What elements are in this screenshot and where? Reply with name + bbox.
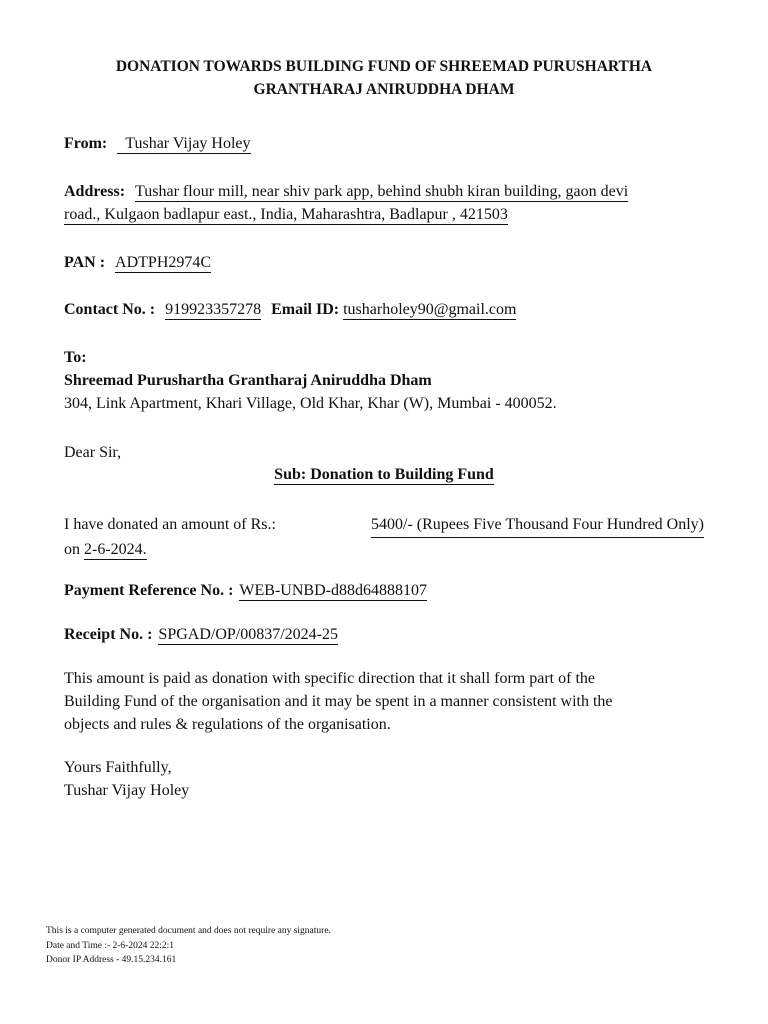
closing-section <box>64 756 704 802</box>
footer-ip-address: Donor IP Address - 49.15.234.161 <box>46 955 177 965</box>
from-section <box>64 132 704 155</box>
donation-date: 2-6-2024. <box>84 541 147 558</box>
donation-statement <box>64 513 704 561</box>
subject-text: Sub: Donation to Building Fund <box>274 466 494 483</box>
donation-prefix: I have donated an amount of Rs.: <box>64 516 276 533</box>
footer-datetime: Date and Time :- 2-6-2024 22:2:1 <box>46 940 174 951</box>
document-title <box>64 55 704 101</box>
to-section <box>64 346 704 415</box>
payment-ref-label: Payment Reference No. : <box>64 582 234 599</box>
email-value: tusharholey90@gmail.com <box>343 301 517 318</box>
address-label: Address: <box>64 183 126 200</box>
contact-section <box>64 298 704 321</box>
donation-direction-paragraph <box>64 667 704 736</box>
recipient-address: 304, Link Apartment, Khari Village, Old Khar, Khar (W), Mumbai - 400052. <box>64 395 557 412</box>
address-section <box>64 180 704 226</box>
title-line-1: DONATION TOWARDS BUILDING FUND OF SHREEMAD PURUSHARTHA <box>115 58 653 75</box>
receipt-label: Receipt No. : <box>64 626 153 643</box>
salutation: Dear Sir, <box>64 444 122 461</box>
receipt-value: SPGAD/OP/00837/2024-25 <box>158 626 338 643</box>
payment-ref-value: WEB-UNBD-d88d64888107 <box>239 582 427 599</box>
payment-reference-section <box>64 579 704 602</box>
email-label: Email ID: <box>271 301 340 318</box>
paragraph-line-3: objects and rules & regulations of the organisation. <box>64 716 391 733</box>
from-value: Tushar Vijay Holey <box>117 135 250 154</box>
to-label: To: <box>64 349 87 366</box>
pan-section <box>64 251 704 274</box>
contact-label: Contact No. : <box>64 301 156 318</box>
pan-value: ADTPH2974C <box>115 254 212 271</box>
from-label: From: <box>64 135 108 152</box>
paragraph-line-1: This amount is paid as donation with specific direction that it shall form part of the <box>64 670 595 687</box>
closing-line: Yours Faithfully, <box>64 759 172 776</box>
signatory-name: Tushar Vijay Holey <box>64 782 190 799</box>
paragraph-line-2: Building Fund of the organisation and it may be spent in a manner consistent with the <box>64 693 613 710</box>
footer-note: This is a computer generated document and does not require any signature. <box>46 926 331 936</box>
receipt-section <box>64 623 704 646</box>
subject-line <box>64 463 704 486</box>
pan-label: PAN : <box>64 254 106 271</box>
title-line-2: GRANTHARAJ ANIRUDDHA DHAM <box>253 81 515 98</box>
address-line-2: road., Kulgaon badlapur east., India, Maharashtra, Badlapur , 421503 <box>64 206 508 223</box>
donation-amount: 5400/- (Rupees Five Thousand Four Hundred Only) <box>371 513 704 538</box>
recipient-org: Shreemad Purushartha Grantharaj Aniruddha Dham <box>64 372 432 389</box>
contact-value: 919923357278 <box>165 301 262 318</box>
document-footer <box>46 924 331 968</box>
address-line-1: Tushar flour mill, near shiv park app, behind shubh kiran building, gaon devi <box>135 183 629 200</box>
donation-on-label: on <box>64 541 80 558</box>
